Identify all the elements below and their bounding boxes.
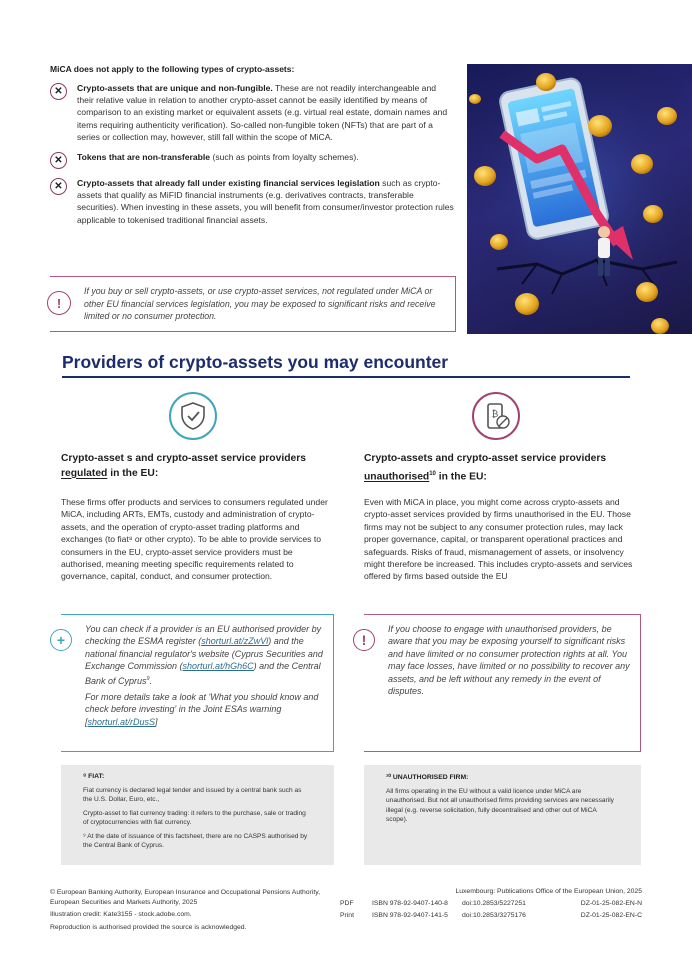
exclusions-intro: MiCA does not apply to the following types of crypto-assets:	[50, 64, 295, 74]
section-divider	[62, 376, 630, 378]
footnote-title: ⁸ FIAT:	[83, 773, 105, 780]
exclusion-item	[50, 151, 455, 169]
publisher: Luxembourg: Publications Office of the European Union, 2025	[455, 888, 642, 895]
check-provider-text: You can check if a provider is an EU authorised provider by checking the ESMA register (shorturl.at/zZwVl) and the national financial regulator's website (Cyprus Securities and Exchange Commission (shorturl.at/hGh6C) and the Central Bank of Cyprus$^9$.	[85, 624, 323, 686]
unauthorised-heading: Crypto-assets and crypto-asset service providers unauthorised$^{10}$ in the EU:	[364, 453, 607, 482]
warning-text: If you buy or sell crypto-assets, or use crypto-asset services, not regulated under MiCA or other EU financial services legislation, you may be exposed to significant risks and receive limited or no consumer protection.	[84, 286, 436, 322]
reproduction-notice: Reproduction is authorised provided the source is acknowledged.	[50, 923, 247, 931]
exclamation-icon: !	[353, 629, 375, 651]
copyright: © European Banking Authority, European Insurance and Occupational Pensions Authority, European Securities and Markets Authority, 2025	[50, 889, 321, 906]
exclusion-text: (such as points from loyalty schemes).	[210, 152, 359, 163]
exclusion-text: These are not readily interchangeable and their relative value in relation to another crypto-asset cannot be easily identified by means of comparison to an existing market or equivalent assets (e.g. virtual real estate, domain names and items requiring authenticity verification). So-called non-fungible token (NFTs) that are part of a series or collection may, however, still fall within the scope of MiCA.	[77, 83, 448, 142]
exclamation-icon: !	[47, 291, 71, 315]
regulated-description: These firms offer products and services to consumers regulated under MiCA, including ARTs, EMTs, custody and administration of crypto-assets, and the operation of crypto-asset trading platforms and exchanges (to fiat⁸ or other crypto). To be able to provide services to consumers in the EU, crypto-asset service providers must be authorised, meaning meeting specific requirements related to governance, capital, conduct, and consumer protection.	[61, 497, 328, 582]
unauthorised-footnote: ¹⁰ UNAUTHORISED FIRM: All firms operating in the EU without a valid licence under MiCA are unauthorised. But not all unauthorised firms providing services are necessarily illegal (e.g. reverse solicitation, fully decentralised and other out of MiCA scope).	[364, 765, 641, 865]
fiat-footnote: ⁸ FIAT: Fiat currency is declared legal tender and issued by a central bank such as the U.S. Dollar, Euro, etc., Crypto-asset to fiat currency trading: it refers to the purchase, sale or trading of cryptocurrencies with fiat currency. ⁹ At the date of issuance of this factsheet, there are no CASPS authorised by the Central Bank of Cyprus.	[61, 765, 334, 865]
phone-prohibited-icon	[472, 392, 520, 440]
regulated-heading: Crypto-asset s and crypto-asset service providers regulated in the EU:	[61, 453, 306, 479]
svg-text:₿: ₿	[491, 409, 499, 419]
check-provider-box	[56, 614, 334, 752]
x-icon: ✕	[50, 178, 67, 195]
x-icon: ✕	[50, 83, 67, 100]
cysec-link[interactable]: shorturl.at/hGh6C	[182, 661, 254, 672]
exclusion-item	[50, 82, 455, 143]
exclusion-title: Tokens that are non-transferable	[77, 152, 211, 163]
page-footer-credits	[50, 888, 320, 935]
section-title: Providers of crypto-assets you may encounter	[62, 352, 449, 372]
x-icon: ✕	[50, 152, 67, 169]
exclusion-title: Crypto-assets that already fall under existing financial services legislation	[77, 178, 380, 189]
footnote-title: ¹⁰ UNAUTHORISED FIRM:	[386, 774, 469, 781]
esas-warning-link[interactable]: shorturl.at/rDusS	[87, 716, 156, 727]
esma-register-link[interactable]: shorturl.at/zZwVl	[201, 636, 269, 647]
unauthorised-warning-text: If you choose to engage with unauthorised providers, be aware that you may be exposing yourself to significant risks and have limited or no consumer protection rights at all. You may face losses, have limited or no possibility to recover any assets, and be left without any remedy in the event of disputes.	[388, 624, 630, 697]
exclusion-text: such as crypto-assets that qualify as MiFID financial instruments (e.g. derivatives contracts, transferable securities). When investing in these assets, you will benefit from consumer/investor protection rules applicable to tokenised traditional financial assets.	[77, 178, 454, 225]
page-footer-publication	[340, 888, 642, 924]
illustration-art	[467, 64, 692, 334]
exclusion-title: Crypto-assets that are unique and non-fungible.	[77, 83, 273, 93]
unauthorised-warning-box	[361, 614, 641, 752]
exclusion-item	[50, 177, 455, 226]
plus-icon: +	[50, 629, 72, 651]
mica-exclusions	[50, 64, 455, 234]
crypto-crash-illustration	[467, 64, 692, 334]
illustration-credit: Illustration credit: Kate3155 - stock.adobe.com.	[50, 911, 192, 919]
unauthorised-description: Even with MiCA in place, you might come across crypto-assets and crypto-asset services provided by firms unauthorised in the EU. Those firms may not be subject to any consumer protection rules, may lack proper governance, capital, or transparent operational practices and safeguards. Risks of fraud, mismanagement of assets, or insolvency might therefore be increased. This includes crypto-assets and services offered by firms based outside the EU	[364, 497, 633, 582]
esas-warning-text: For more details take a look at 'What you should know and check before investing' in the Joint ESAs warning [shorturl.at/rDusS]	[85, 692, 319, 727]
publication-id-row: Print ISBN 978-92-9407-141-5 doi:10.2853/3275176 DZ-01-25-082-EN-C	[340, 912, 642, 919]
publication-id-row: PDF ISBN 978-92-9407-140-8 doi:10.2853/5227251 DZ-01-25-082-EN-N	[340, 900, 642, 907]
unregulated-warning-box	[50, 276, 456, 332]
shield-check-icon	[169, 392, 217, 440]
